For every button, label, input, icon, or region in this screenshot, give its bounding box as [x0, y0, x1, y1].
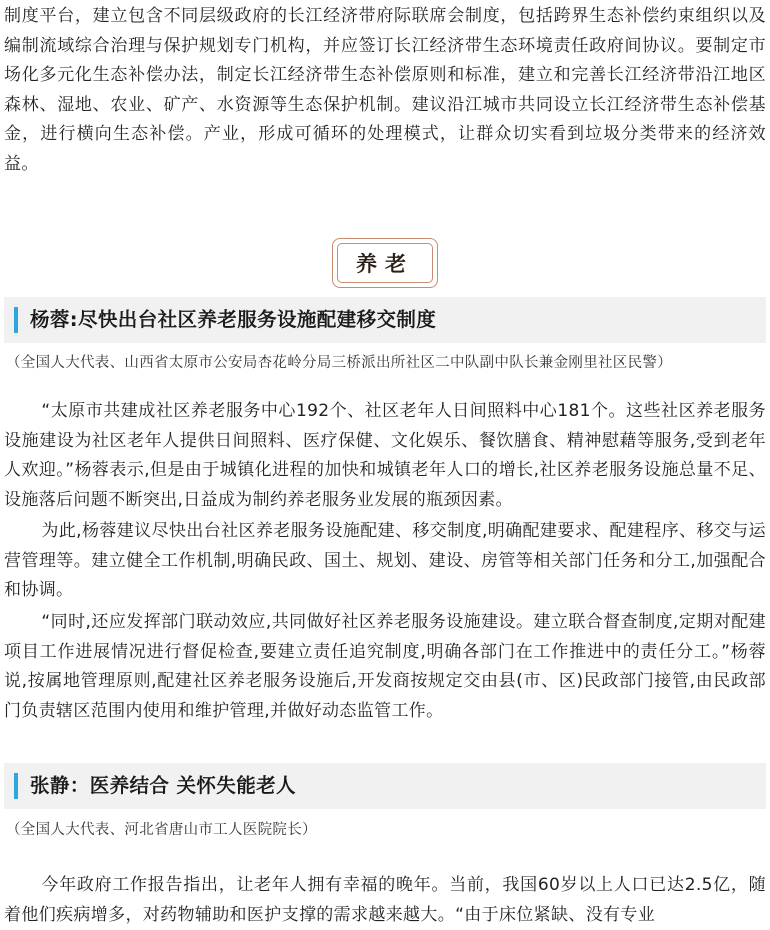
- heading-accent-bar: [14, 773, 18, 799]
- article-heading: 张静：医养结合 关怀失能老人: [30, 774, 296, 797]
- article-byline: （全国人大代表、河北省唐山市工人医院院长）: [6, 822, 317, 838]
- section-badge: [332, 238, 438, 288]
- article-paragraph: 为此,杨蓉建议尽快出台社区养老服务设施配建、移交制度,明确配建要求、配建程序、移交与运营管理等。建立健全工作机制,明确民政、国土、规划、建设、房管等相关部门任务和分工,加强配合和协调。: [4, 521, 766, 600]
- intro-paragraph: 制度平台，建立包含不同层级政府的长江经济带府际联席会制度，包括跨界生态补偿约束组织以及编制流域综合治理与保护规划专门机构，并应签订长江经济带生态环境责任政府间协议。要制定市场化多元化生态补偿办法，制定长江经济带生态补偿原则和标准，建立和完善长江经济带沿江地区森林、湿地、农业、矿产、水资源等生态保护机制。建议沿江城市共同设立长江经济带生态补偿基金，进行横向生态补偿。产业，形成可循环的处理模式，让群众切实看到垃圾分类带来的经济效益。: [4, 6, 766, 174]
- heading-accent-bar: [14, 307, 18, 333]
- article-byline: （全国人大代表、山西省太原市公安局杏花岭分局三桥派出所社区二中队副中队长兼金刚里社区民警）: [6, 355, 672, 371]
- article-heading-bar: [4, 763, 766, 809]
- article-paragraph: “同时,还应发挥部门联动效应,共同做好社区养老服务设施建设。建立联合督查制度,定期对配建项目工作进展情况进行督促检查,要建立责任追究制度,明确各部门在工作推进中的责任分工。”杨蓉说,按属地管理原则,配建社区养老服务设施后,开发商按规定交由县(市、区)民政部门接管,由民政部门负责辖区范围内使用和维护管理,并做好动态监管工作。: [4, 612, 766, 721]
- badge-label: 养老: [337, 243, 433, 283]
- article-paragraph: 今年政府工作报告指出，让老年人拥有幸福的晚年。当前，我国60岁以上人口已达2.5亿，随着他们疾病增多，对药物辅助和医护支撑的需求越来越大。“由于床位紧缺、没有专业: [4, 875, 766, 925]
- article-paragraph: “太原市共建成社区养老服务中心192个、社区老年人日间照料中心181个。这些社区养老服务设施建设为社区老年人提供日间照料、医疗保健、文化娱乐、餐饮膳食、精神慰藉等服务,受到老年人欢迎。”杨蓉表示,但是由于城镇化进程的加快和城镇老年人口的增长,社区养老服务设施总量不足、设施落后问题不断突出,日益成为制约养老服务业发展的瓶颈因素。: [4, 401, 766, 510]
- article-heading: 杨蓉:尽快出台社区养老服务设施配建移交制度: [30, 308, 437, 331]
- article-heading-bar: [4, 297, 766, 343]
